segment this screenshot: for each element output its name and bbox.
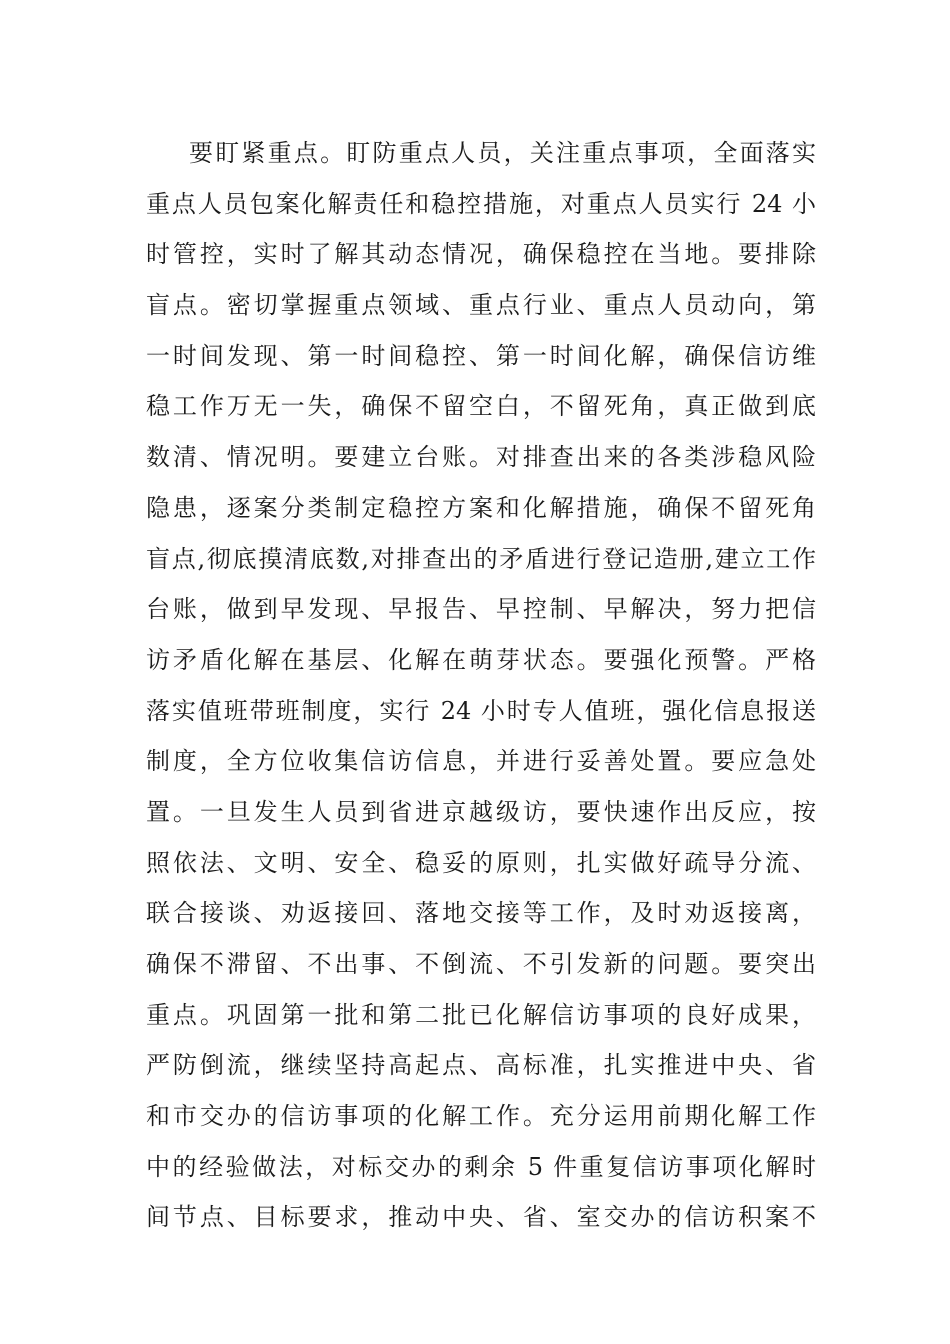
text-line: 隐患，逐案分类制定稳控方案和化解措施，确保不留死角 bbox=[146, 493, 816, 522]
text-line: 访矛盾化解在基层、化解在萌芽状态。要强化预警。严格 bbox=[146, 645, 816, 674]
text-line: 制度，全方位收集信访信息，并进行妥善处置。要应急处 bbox=[146, 747, 816, 776]
text-line: 数清、情况明。要建立台账。对排查出来的各类涉稳风险 bbox=[146, 443, 816, 472]
text-line: 重点。巩固第一批和第二批已化解信访事项的良好成果， bbox=[146, 1000, 816, 1029]
text-line: 确保不滞留、不出事、不倒流、不引发新的问题。要突出 bbox=[146, 950, 816, 978]
text-line: 一时间发现、第一时间稳控、第一时间化解，确保信访维 bbox=[146, 341, 816, 370]
text-line: 盲点。密切掌握重点领域、重点行业、重点人员动向，第 bbox=[146, 291, 816, 320]
text-line: 中的经验做法，对标交办的剩余 5 件重复信访事项化解时 bbox=[146, 1152, 816, 1181]
text-line: 盲点,彻底摸清底数,对排查出的矛盾进行登记造册,建立工作 bbox=[146, 544, 816, 573]
text-line: 要盯紧重点。盯防重点人员，关注重点事项，全面落实 bbox=[189, 139, 816, 167]
text-line: 置。一旦发生人员到省进京越级访，要快速作出反应，按 bbox=[146, 797, 816, 826]
text-line: 台账，做到早发现、早报告、早控制、早解决，努力把信 bbox=[146, 595, 816, 624]
text-line: 严防倒流，继续坚持高起点、高标准，扎实推进中央、省 bbox=[146, 1051, 816, 1080]
text-line: 时管控，实时了解其动态情况，确保稳控在当地。要排除 bbox=[146, 240, 816, 269]
text-line: 落实值班带班制度，实行 24 小时专人值班，强化信息报送 bbox=[146, 696, 816, 725]
text-line: 间节点、目标要求，推动中央、省、室交办的信访积案不 bbox=[146, 1203, 816, 1232]
text-line: 联合接谈、劝返接回、落地交接等工作，及时劝返接离， bbox=[146, 899, 816, 928]
text-line: 重点人员包案化解责任和稳控措施，对重点人员实行 24 小 bbox=[146, 189, 816, 218]
text-line: 稳工作万无一失，确保不留空白，不留死角，真正做到底 bbox=[146, 392, 816, 421]
body-paragraph bbox=[146, 128, 816, 1243]
text-line: 照依法、文明、安全、稳妥的原则，扎实做好疏导分流、 bbox=[146, 848, 816, 877]
text-line: 和市交办的信访事项的化解工作。充分运用前期化解工作 bbox=[146, 1102, 816, 1131]
